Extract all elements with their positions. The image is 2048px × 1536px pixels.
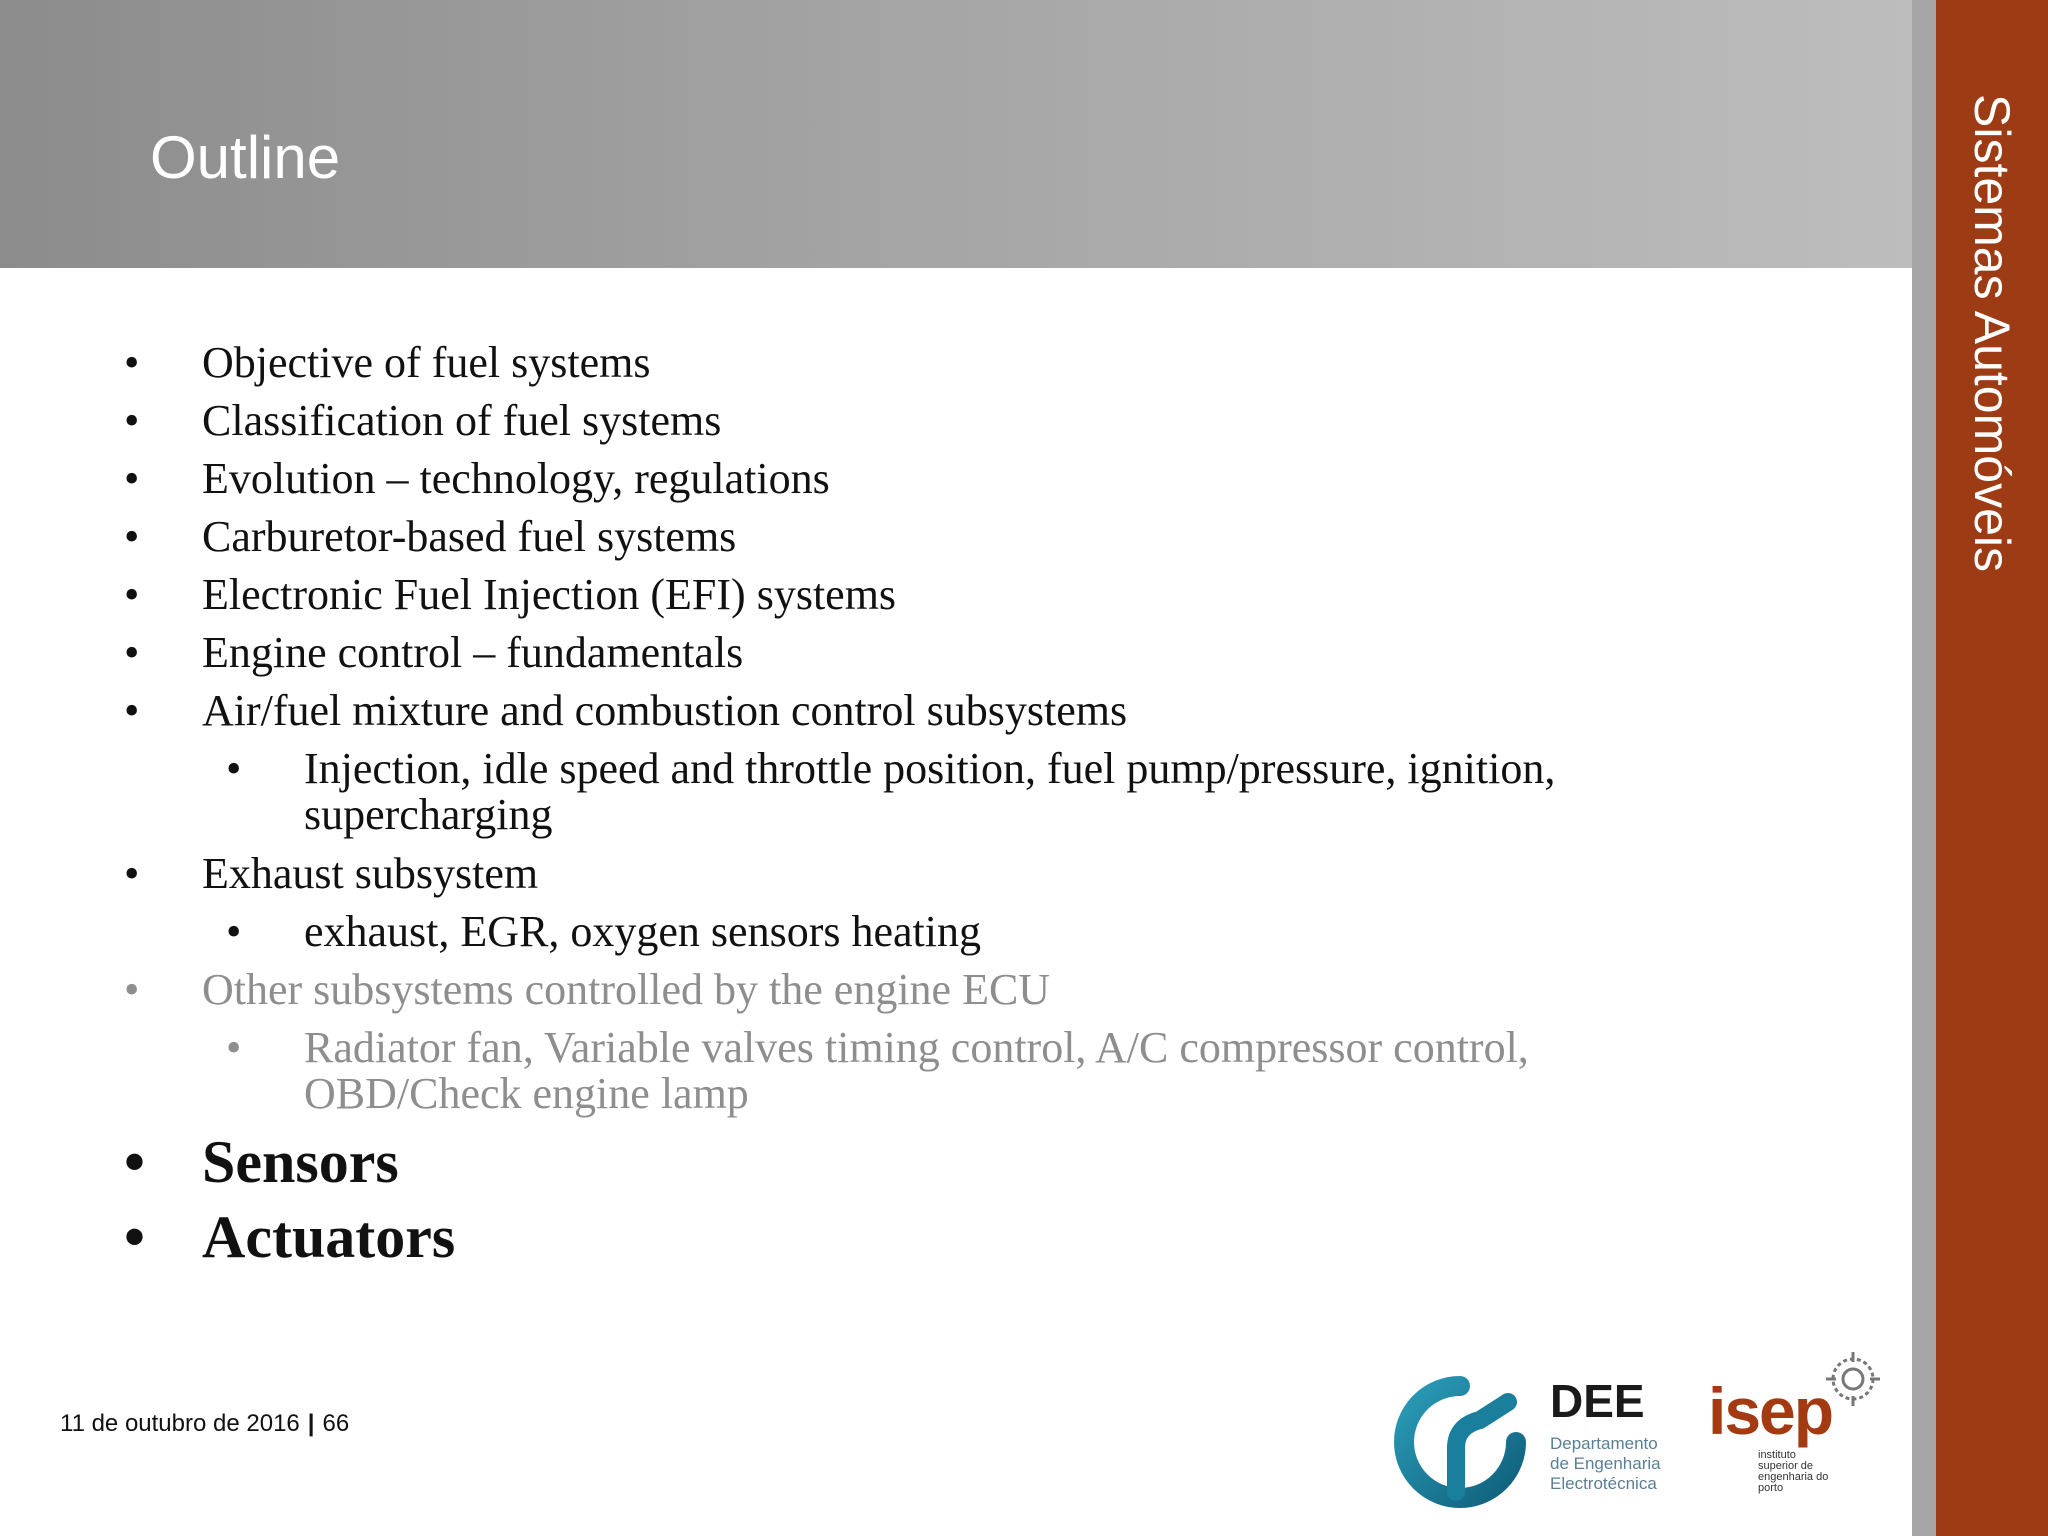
footer (60, 1410, 349, 1438)
slide-title: Outline (150, 124, 341, 191)
outline-item-text: Sensors (202, 1129, 399, 1195)
dee-logo-line: de Engenharia (1550, 1454, 1661, 1473)
bullet: • (124, 1204, 146, 1270)
outline-item-text: Air/fuel mixture and combustion control subsystems (202, 686, 1128, 735)
bullet: • (124, 454, 140, 503)
outline-subitem-text: exhaust, EGR, oxygen sensors heating (304, 907, 981, 956)
bullet: • (124, 396, 140, 445)
dee-logo-mark (1390, 1372, 1530, 1512)
bullet: • (124, 512, 140, 561)
isep-logo-subtitle: instituto superior de engenharia do porto (1758, 1449, 1829, 1494)
outline-subitem-text-line2: OBD/Check engine lamp (304, 1069, 749, 1118)
outline-item-text: Actuators (202, 1204, 456, 1270)
outline-item-text: Carburetor-based fuel systems (202, 512, 737, 561)
footer-date: 11 de outubro de 2016 (60, 1410, 300, 1437)
bullet: • (226, 907, 242, 956)
bullet: • (124, 849, 140, 898)
dee-logo-title: DEE (1550, 1375, 1645, 1427)
outline-item-text: Engine control – fundamentals (202, 628, 744, 677)
outline-subitem-text-line1: Radiator fan, Variable valves timing control, A/C compressor control, (304, 1023, 1529, 1072)
isep-logo-word: isep (1708, 1374, 1833, 1448)
bullet: • (226, 744, 242, 793)
side-divider (1912, 0, 1936, 1536)
bullet: • (124, 628, 140, 677)
bullet: • (124, 965, 140, 1014)
outline-item-text: Objective of fuel systems (202, 338, 651, 387)
dee-logo (1390, 1372, 1690, 1512)
page-number: 66 (322, 1410, 350, 1437)
dee-logo-line: Departamento (1550, 1434, 1658, 1453)
dee-logo-line: Electrotécnica (1550, 1474, 1657, 1493)
bullet: • (124, 338, 140, 387)
dee-logo-subtitle (1550, 1434, 1661, 1494)
outline-subitem-text-line1: Injection, idle speed and throttle position, fuel pump/pressure, ignition, (304, 744, 1556, 793)
bullet: • (124, 570, 140, 619)
outline-item-text: Exhaust subsystem (202, 849, 539, 898)
footer-separator: | (307, 1410, 315, 1437)
bullet: • (226, 1023, 242, 1072)
outline-item-text: Electronic Fuel Injection (EFI) systems (202, 570, 897, 619)
side-label: Sistemas Automóveis (1964, 94, 2020, 572)
outline-item-text: Other subsystems controlled by the engine ECU (202, 965, 1051, 1014)
bullet: • (124, 686, 140, 735)
outline-item-text: Classification of fuel systems (202, 396, 722, 445)
outline-item-text: Evolution – technology, regulations (202, 454, 830, 503)
outline-subitem-text-line2: supercharging (304, 790, 553, 839)
bullet: • (124, 1129, 146, 1195)
isep-logo (1700, 1346, 1890, 1514)
